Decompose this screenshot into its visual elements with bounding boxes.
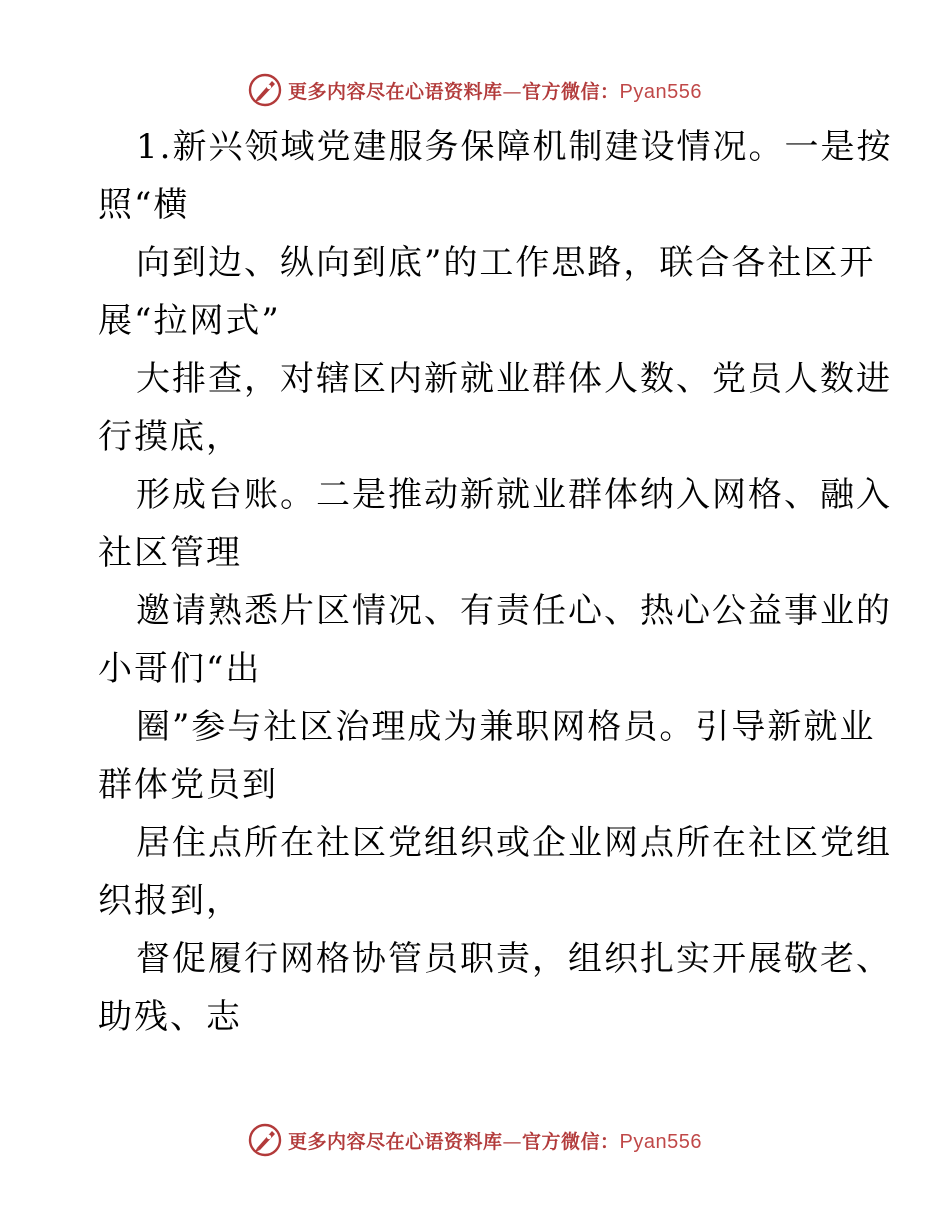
body-line: 大排查，对辖区内新就业群体人数、党员人数进	[136, 359, 892, 399]
header-wechat-label: 官方微信：	[522, 80, 620, 103]
body-line: 小哥们“出	[98, 649, 262, 689]
body-line: 展“拉网式”	[98, 301, 281, 341]
header-separator: —	[502, 80, 523, 103]
footer-wechat-id: Pyan556	[619, 1130, 702, 1153]
header-banner	[0, 70, 950, 110]
header-wechat-id: Pyan556	[619, 80, 702, 103]
body-line: 圈”参与社区治理成为兼职网格员。引导新就业	[136, 707, 876, 747]
body-line: 社区管理	[98, 533, 242, 573]
body-line: 居住点所在社区党组织或企业网点所在社区党组	[136, 823, 892, 863]
quill-pen-logo-icon	[248, 1123, 282, 1157]
footer-wechat-label: 官方微信：	[522, 1130, 620, 1153]
body-line: 形成台账。二是推动新就业群体纳入网格、融入	[136, 475, 892, 515]
body-line: 织报到，	[98, 881, 242, 921]
header-brand-text: 更多内容尽在心语资料库	[288, 80, 503, 103]
body-line: 向到边、纵向到底”的工作思路，联合各社区开	[136, 243, 876, 283]
body-line: 邀请熟悉片区情况、有责任心、热心公益事业的	[136, 591, 892, 631]
body-line: 照“横	[98, 185, 190, 225]
quill-pen-logo-icon	[248, 73, 282, 107]
footer-banner	[0, 1120, 950, 1160]
body-line: 1.新兴领域党建服务保障机制建设情况。一是按	[136, 127, 893, 167]
body-line: 助残、志	[98, 997, 242, 1037]
footer-separator: —	[502, 1130, 523, 1153]
body-line: 群体党员到	[98, 765, 278, 805]
header-banner-text	[288, 77, 702, 104]
footer-banner-text	[288, 1127, 702, 1154]
body-line: 行摸底，	[98, 417, 242, 457]
footer-brand-text: 更多内容尽在心语资料库	[288, 1130, 503, 1153]
body-line: 督促履行网格协管员职责，组织扎实开展敬老、	[136, 939, 892, 979]
